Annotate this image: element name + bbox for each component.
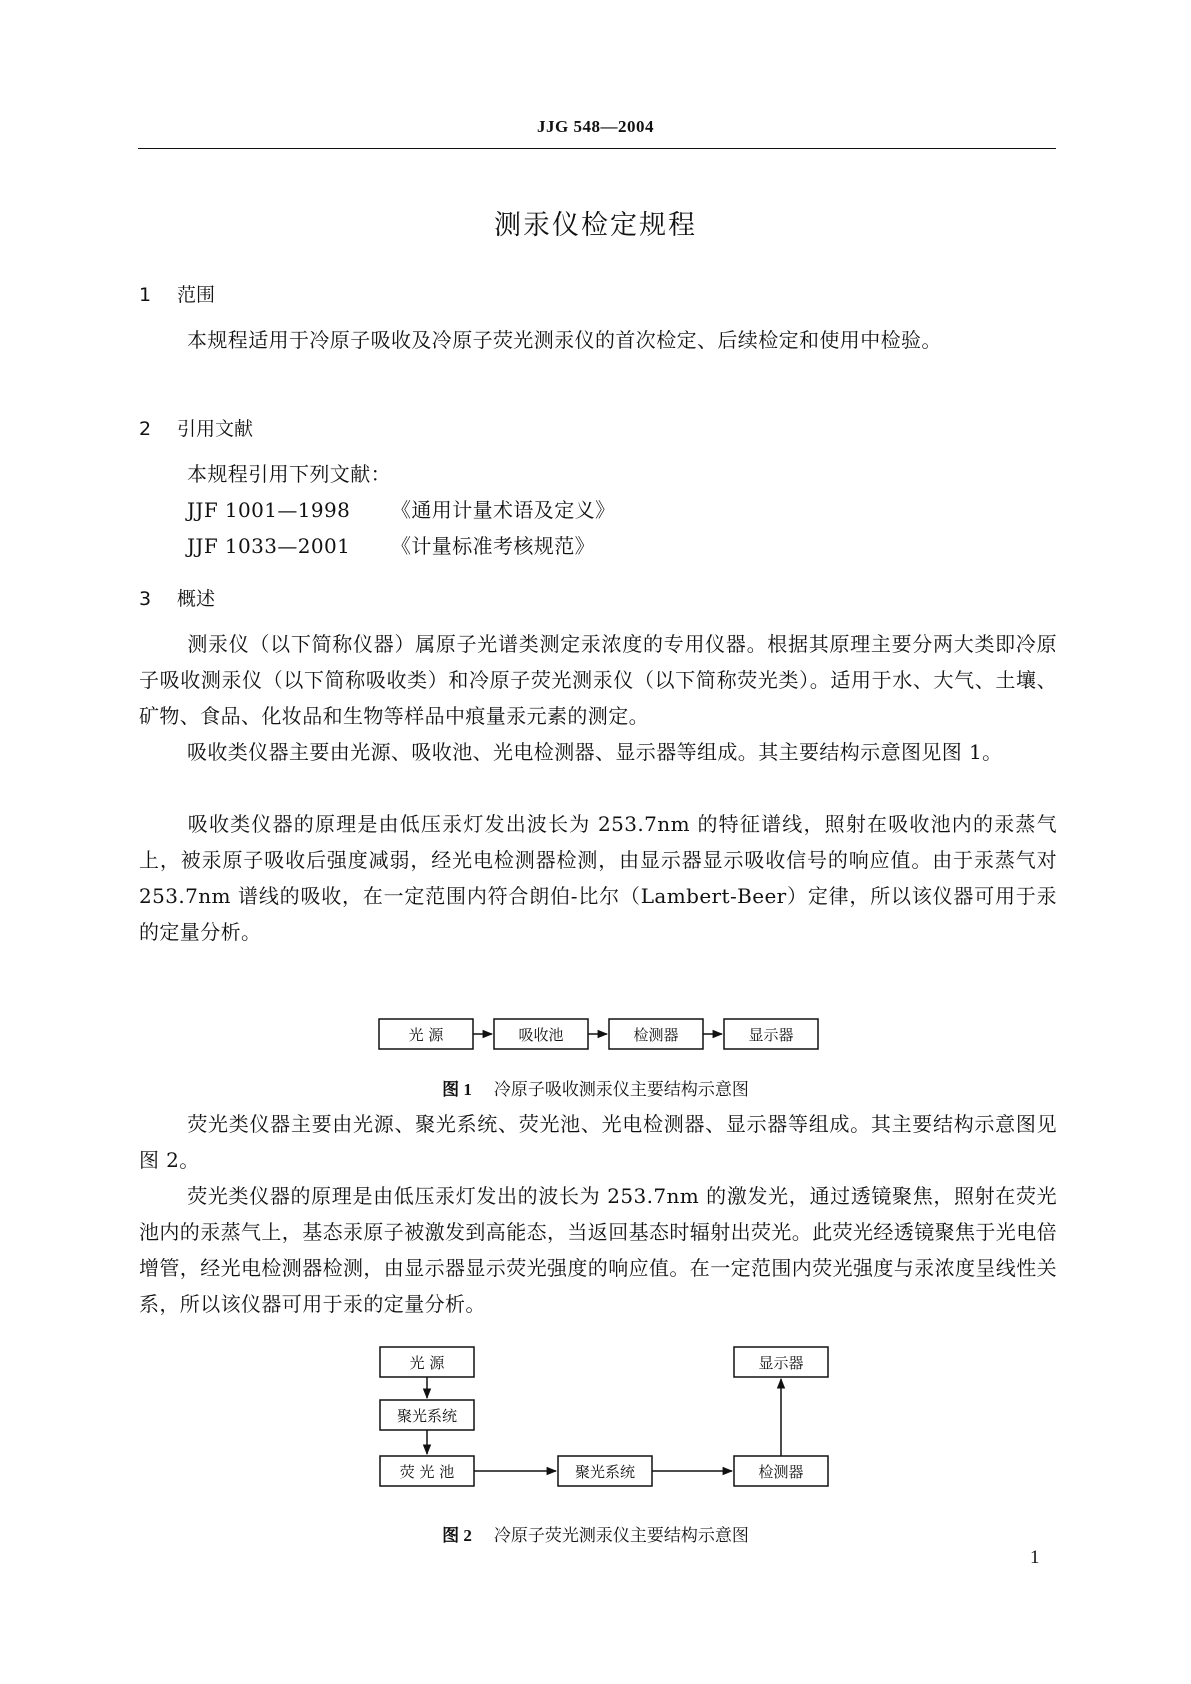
section-title: 引用文献 xyxy=(177,418,254,440)
references-intro: 本规程引用下列文献： xyxy=(187,462,391,486)
overview-paragraph-3 xyxy=(139,806,1057,950)
scope-text: 本规程适用于冷原子吸收及冷原子荧光测汞仪的首次检定、后续检定和使用中检验。 xyxy=(187,328,942,352)
fig2-box-label: 聚光系统 xyxy=(574,1463,636,1481)
reference-code: JJF 1001—1998 xyxy=(187,498,351,522)
fig1-box-detector xyxy=(609,1019,703,1049)
figure-1-caption xyxy=(0,1075,1191,1100)
fig2-box-fluorescence-cell xyxy=(380,1456,474,1486)
reference-title: 《通用计量术语及定义》 xyxy=(391,498,616,522)
section-3-heading xyxy=(139,584,215,611)
fig1-box-label: 光 源 xyxy=(408,1026,444,1044)
figure-2-caption xyxy=(0,1521,1191,1546)
scope-paragraph xyxy=(139,322,1057,358)
section-title: 范围 xyxy=(177,284,216,306)
page-number: 1 xyxy=(1030,1547,1040,1568)
section-number: 3 xyxy=(139,588,152,610)
fig2-box-label: 光 源 xyxy=(409,1354,445,1372)
caption-text: 冷原子荧光测汞仪主要结构示意图 xyxy=(493,1526,749,1546)
fig2-box-label: 荧 光 池 xyxy=(399,1463,455,1481)
fig1-box-label: 吸收池 xyxy=(518,1026,564,1044)
paragraph-text: 荧光类仪器的原理是由低压汞灯发出的波长为 253.7nm 的激发光，通过透镜聚焦，照射在荧光池内的汞蒸气上，基态汞原子被激发到高能态，当返回基态时辐射出荧光。此荧光经透镜聚焦于光电倍增管，经光电检测器检测，由显示器显示荧光强度的响应值。在一定范围内荧光强度与汞浓度呈线性关系，所以该仪器可用于汞的定量分析。 xyxy=(139,1184,1057,1316)
fig2-box-source xyxy=(380,1347,474,1377)
fig2-box-condenser-2 xyxy=(558,1456,652,1486)
paragraph-text: 吸收类仪器的原理是由低压汞灯发出波长为 253.7nm 的特征谱线，照射在吸收池内的汞蒸气上，被汞原子吸收后强度减弱，经光电检测器检测，由显示器显示吸收信号的响应值。由于汞蒸气对 253.7nm 谱线的吸收，在一定范围内符合朗伯-比尔（Lambert-Beer）定律，所以该仪器可用于汞的定量分析。 xyxy=(139,812,1057,944)
fig1-box-source xyxy=(379,1019,473,1049)
paragraph-text: 测汞仪（以下简称仪器）属原子光谱类测定汞浓度的专用仪器。根据其原理主要分两大类即冷原子吸收测汞仪（以下简称吸收类）和冷原子荧光测汞仪（以下简称荧光类）。适用于水、大气、土壤、矿物、食品、化妆品和生物等样品中痕量汞元素的测定。 xyxy=(139,632,1057,728)
overview-paragraph-2 xyxy=(139,734,1057,770)
fig2-box-display xyxy=(734,1347,828,1377)
fig1-box-label: 显示器 xyxy=(748,1026,794,1044)
section-1-heading xyxy=(139,280,215,307)
fig2-box-detector xyxy=(734,1456,828,1486)
paragraph-text: 吸收类仪器主要由光源、吸收池、光电检测器、显示器等组成。其主要结构示意图见图 1。 xyxy=(187,740,1003,764)
fig1-box-label: 检测器 xyxy=(633,1026,679,1044)
section-number: 1 xyxy=(139,284,152,306)
reference-item xyxy=(187,530,595,559)
fig2-box-label: 检测器 xyxy=(758,1463,804,1481)
section-title: 概述 xyxy=(177,588,216,610)
document-code-header: JJG 548—2004 xyxy=(537,117,654,136)
overview-paragraph-4 xyxy=(139,1106,1057,1178)
header-rule xyxy=(138,148,1056,149)
section-2-heading xyxy=(139,414,253,441)
fig1-box-display xyxy=(724,1019,818,1049)
paragraph-text: 荧光类仪器主要由光源、聚光系统、荧光池、光电检测器、显示器等组成。其主要结构示意图见图 2。 xyxy=(139,1112,1057,1172)
reference-code: JJF 1033—2001 xyxy=(187,534,351,558)
reference-item xyxy=(187,494,615,523)
caption-text: 冷原子吸收测汞仪主要结构示意图 xyxy=(493,1080,749,1100)
fig2-box-label: 显示器 xyxy=(758,1354,804,1372)
reference-title: 《计量标准考核规范》 xyxy=(391,534,595,558)
caption-number: 图 1 xyxy=(442,1080,472,1099)
fig1-box-absorption-cell xyxy=(494,1019,588,1049)
overview-paragraph-5 xyxy=(139,1178,1057,1322)
fig2-box-condenser-1 xyxy=(380,1400,474,1430)
section-number: 2 xyxy=(139,418,152,440)
overview-paragraph-1 xyxy=(139,626,1057,734)
page-title: 测汞仪检定规程 xyxy=(494,210,697,241)
fig2-box-label: 聚光系统 xyxy=(396,1407,458,1425)
caption-number: 图 2 xyxy=(442,1526,472,1545)
